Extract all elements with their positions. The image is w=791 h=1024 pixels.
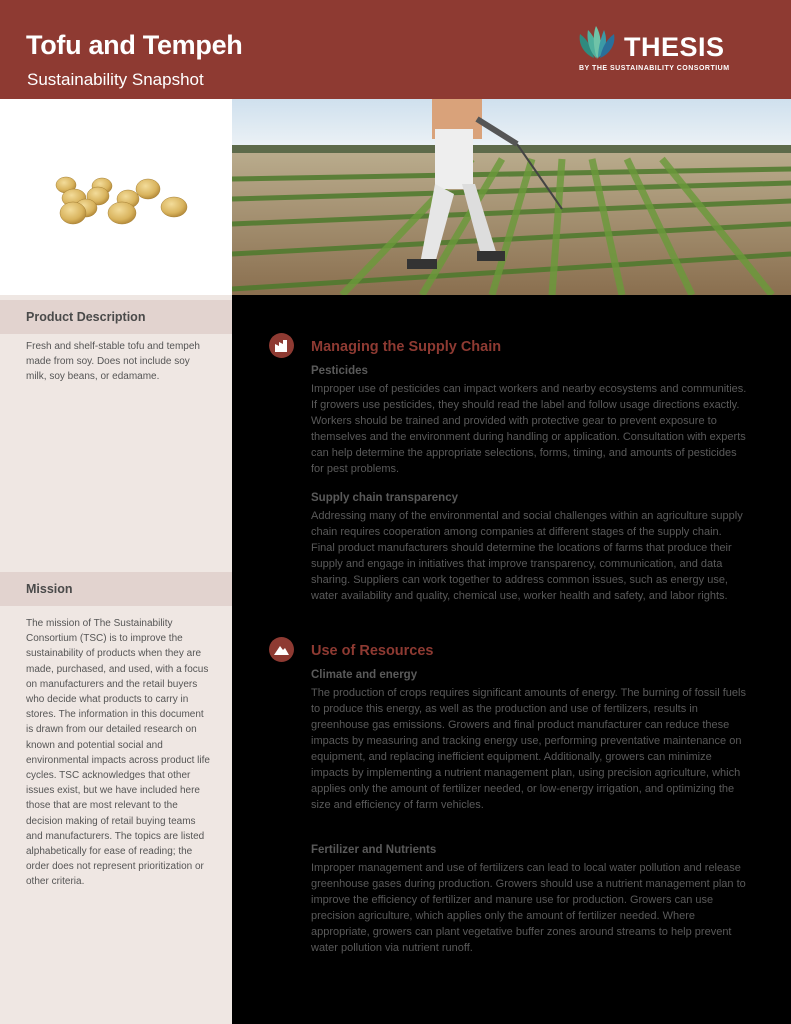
- main-content: [232, 295, 791, 1024]
- logo-wordmark: THESIS: [624, 32, 725, 62]
- topic-text-pesticides: Improper use of pesticides can impact workers and nearby ecosystems and communities. If growers use pesticides, they should read the label and follow usage directions exactly. Workers should be trained and provided with protective gear to prevent exposure to themselves and the environment during handling or application. Consultation with experts can help determine the appropriate selections, forms, timing, and amounts of pesticides for pest problems.: [311, 383, 747, 475]
- topic-heading-pesticides: Pesticides: [311, 365, 368, 377]
- mountain-icon: [269, 637, 294, 662]
- topic-heading-supply-chain-transparency: Supply chain transparency: [311, 492, 458, 504]
- mission-heading: Mission: [0, 572, 232, 606]
- thesis-logo: [574, 26, 749, 76]
- section-title-use-of-resources: Use of Resources: [311, 643, 434, 659]
- topic-heading-fertilizer: Fertilizer and Nutrients: [311, 844, 437, 856]
- topic-text-climate-energy: The production of crops requires significant amounts of energy. The burning of fossil fuels to produce this energy, as well as the production and use of fertilizers, results in greenhouse gas emissions. Growers and final product manufacturer can reduce these impacts by measuring and tracking energy use, performing preventative maintenance on equipment, and replacing inefficient equipment. Additionally, growers can minimize impacts by implementing a nutrient management plan, using precision agriculture, which applies only the amount of fertilizer needed, or low-energy irrigation, and optimizing the size and efficiency of farm vehicles.: [311, 687, 746, 811]
- page-subtitle: Sustainability Snapshot: [27, 70, 204, 89]
- sidebar: [0, 99, 232, 1024]
- product-description-heading: Product Description: [0, 300, 232, 334]
- topic-text-supply-chain-transparency: Addressing many of the environmental and social challenges within an agriculture supply chain requires cooperation among companies at different stages of the supply chain. Final product manufacturers should determine the locations of farms that produce their supply and engage in initiatives that improve transparency, communication, and data sharing. Suppliers can work together to address common issues, such as energy use, water availability and quality, chemical use, worker health and safety, and labor rights.: [311, 510, 743, 602]
- page-title: Tofu and Tempeh: [26, 30, 243, 60]
- field-worker-photo: [232, 99, 791, 295]
- factory-icon: [269, 333, 294, 358]
- farm-field-image: [232, 99, 791, 295]
- leaf-logo-icon: [574, 26, 620, 60]
- soybeans-image: [0, 99, 232, 295]
- header-banner: [0, 0, 791, 99]
- topic-text-fertilizer: Improper management and use of fertilizers can lead to local water pollution and release greenhouse gases during production. Growers should use a nutrient management plan to improve the efficiency of fertilizer and manure use for production. Growers can use precision agriculture, which applies only the amount of fertilizer needed. Where appropriate, growers can plant vegetative buffer zones around streams to help prevent water pollution via nutrient runoff.: [311, 862, 746, 954]
- topic-heading-climate-energy: Climate and energy: [311, 669, 418, 681]
- mission-text: The mission of The Sustainability Consortium (TSC) is to improve the sustainability of products when they are made, purchased, and used, with a focus on manufacturers and the retail buyers who decide what products to carry in stores. The information in this document is drawn from our detailed research on known and potential social and environmental impacts across product life cycles. TSC acknowledges that other issues exist, but we have included here those that are most relevant to the decision making of retail buying teams and manufacturers. The topics are listed alphabetically for ease of reading; the order does not represent prioritization or other criteria.: [26, 618, 210, 888]
- logo-tagline: BY THE SUSTAINABILITY CONSORTIUM: [579, 65, 730, 72]
- product-description-text: Fresh and shelf-stable tofu and tempeh made from soy. Does not include soy milk, soy beans, or edamame.: [26, 341, 200, 383]
- section-title-supply-chain: Managing the Supply Chain: [311, 339, 502, 355]
- soybeans-photo: [0, 99, 232, 295]
